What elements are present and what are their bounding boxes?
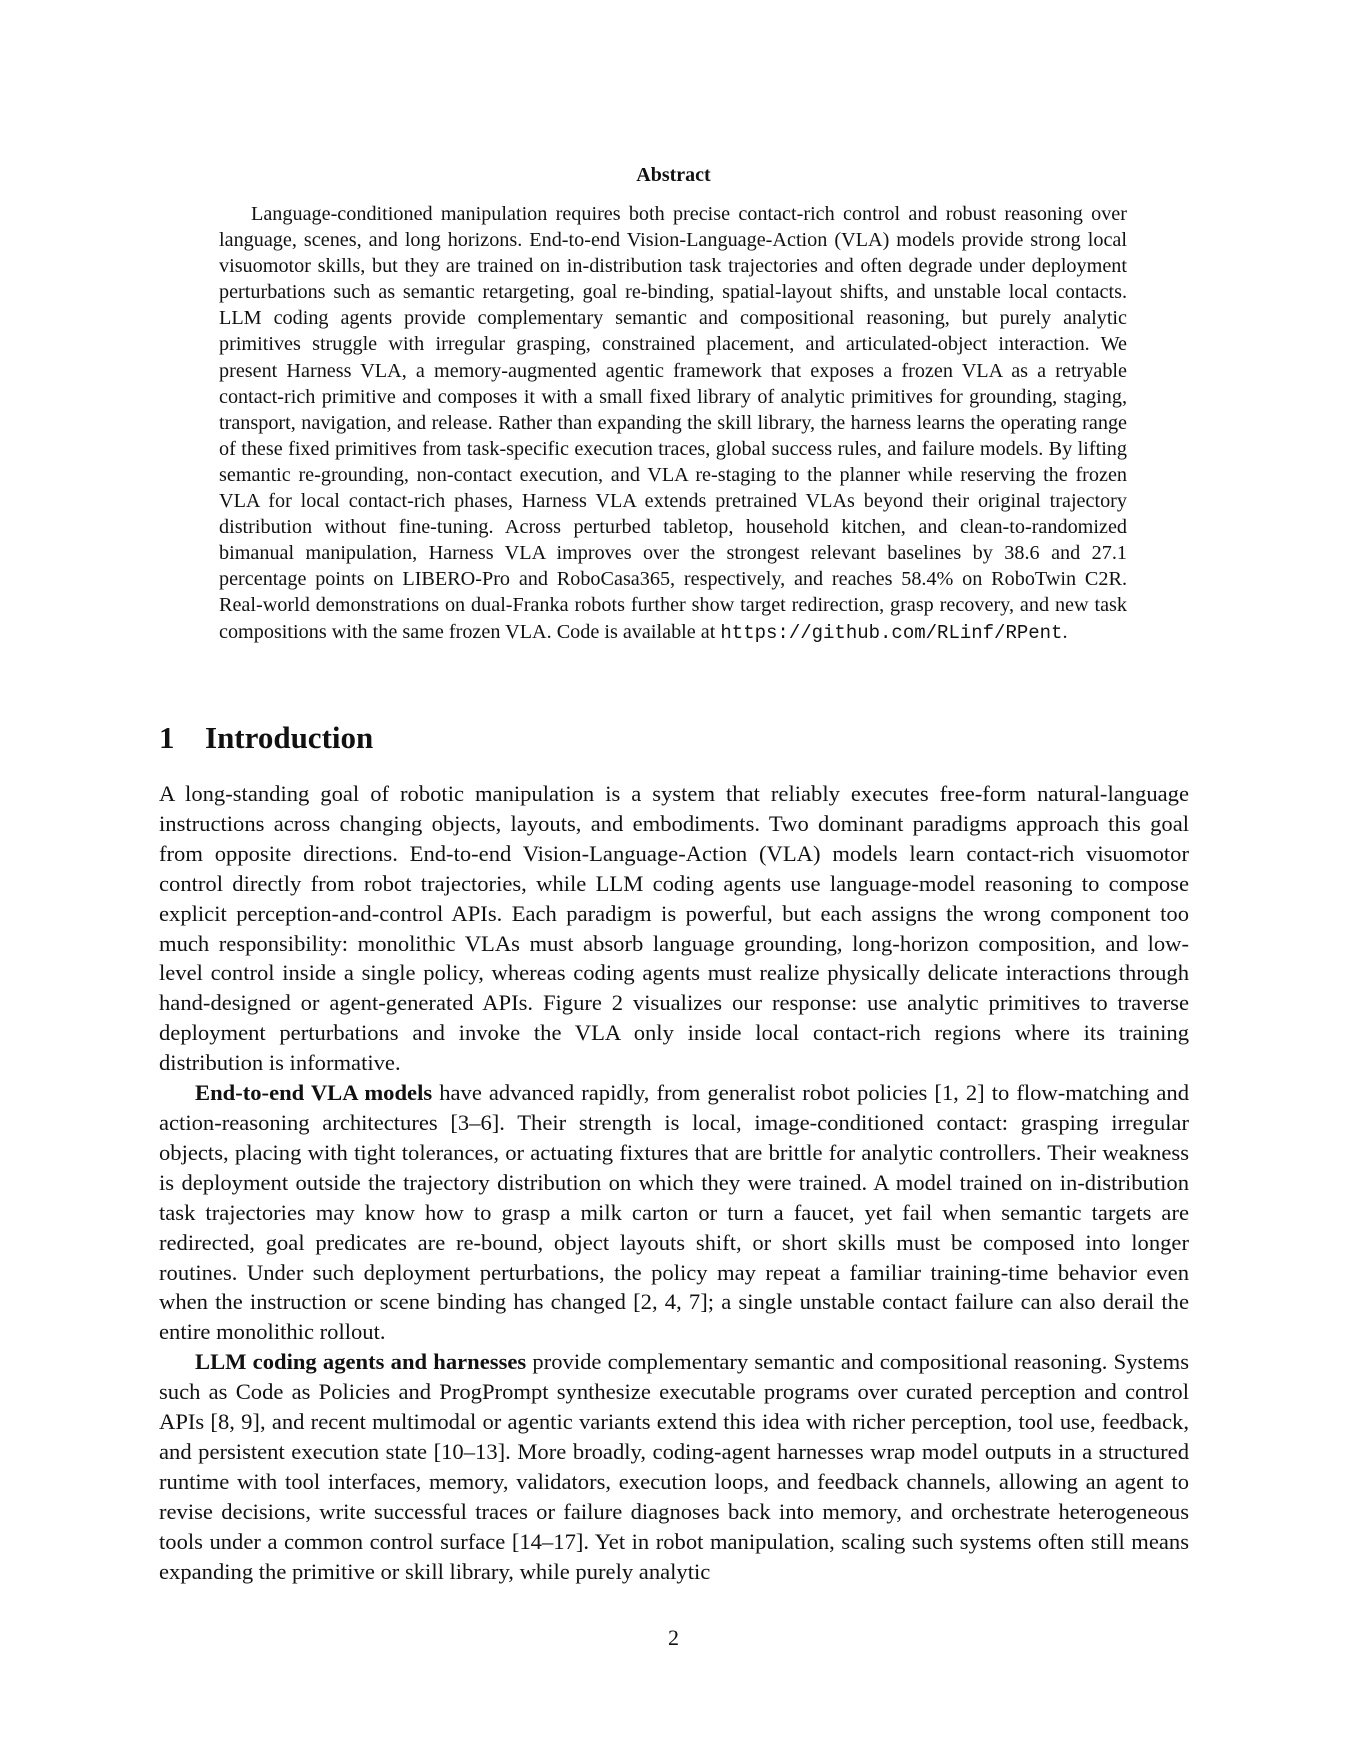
abstract-text-end: .: [1062, 620, 1068, 643]
section-heading: [159, 718, 373, 758]
paragraph-1: [159, 779, 1189, 1078]
section-title: Introduction: [205, 720, 374, 755]
code-url-link[interactable]: https://github.com/RLinf/RPent: [720, 621, 1063, 644]
paragraph-2-text: have advanced rapidly, from generalist robot policies [1, 2] to flow-matching and action-reasoning architectures [3–6]. Their strength is local, image-conditioned contact: grasping irregular objects, placing with tight tolerances, or actuating fixtures that are brittle for analytic controllers. Their weakness is deployment outside the trajectory distribution on which they were trained. A model trained on in-distribution task trajectories may know how to grasp a milk carton or turn a faucet, yet fail when semantic targets are redirected, goal predicates are re-bound, object layouts shift, or short skills must be composed into longer routines. Under such deployment perturbations, the policy may repeat a familiar training-time behavior even when the instruction or scene binding has changed [2, 4, 7]; a single unstable contact failure can also derail the entire monolithic rollout.: [159, 1080, 1190, 1345]
abstract-body: [219, 201, 1127, 646]
section-number: 1: [159, 720, 175, 755]
paragraph-3-lead: LLM coding agents and harnesses: [195, 1349, 527, 1375]
page-number: 2: [668, 1625, 679, 1650]
paragraph-2-lead: End-to-end VLA models: [195, 1080, 433, 1106]
abstract-heading: Abstract: [636, 164, 711, 186]
paragraph-2: [159, 1078, 1189, 1347]
paragraph-3-text: provide complementary semantic and compositional reasoning. Systems such as Code as Policies and ProgPrompt synthesize executable programs over curated perception and control APIs [8, 9], and recent multimodal or agentic variants extend this idea with richer perception, tool use, feedback, and persistent execution state [10–13]. More broadly, coding-agent harnesses wrap model outputs in a structured runtime with tool interfaces, memory, validators, execution loops, and feedback channels, allowing an agent to revise decisions, write successful traces or failure diagnoses back into memory, and orchestrate heterogeneous tools under a common control surface [14–17]. Yet in robot manipulation, scaling such systems often still means expanding the primitive or skill library, while purely analytic: [159, 1349, 1189, 1584]
abstract-text: Language-conditioned manipulation requires both precise contact-rich control and robust reasoning over language, scenes, and long horizons. End-to-end Vision-Language-Action (VLA) models provide strong local visuomotor skills, but they are trained on in-distribution task trajectories and often degrade under deployment perturbations such as semantic retargeting, goal re-binding, spatial-layout shifts, and unstable local contacts. LLM coding agents provide complementary semantic and compositional reasoning, but purely analytic primitives struggle with irregular grasping, constrained placement, and articulated-object interaction. We present Harness VLA, a memory-augmented agentic framework that exposes a frozen VLA as a retryable contact-rich primitive and composes it with a small fixed library of analytic primitives for grounding, staging, transport, navigation, and release. Rather than expanding the skill library, the harness learns the operating range of these fixed primitives from task-specific execution traces, global success rules, and failure models. By lifting semantic re-grounding, non-contact execution, and VLA re-staging to the planner while reserving the frozen VLA for local contact-rich phases, Harness VLA extends pretrained VLAs beyond their original trajectory distribution without fine-tuning. Across perturbed tabletop, household kitchen, and clean-to-randomized bimanual manipulation, Harness VLA improves over the strongest relevant baselines by 38.6 and 27.1 percentage points on LIBERO-Pro and RoboCasa365, respectively, and reaches 58.4% on RoboTwin C2R. Real-world demonstrations on dual-Franka robots further show target redirection, grasp recovery, and new task compositions with the same frozen VLA. Code is available at: [219, 203, 1127, 643]
paragraph-3: [159, 1347, 1189, 1586]
paragraph-1-text: A long-standing goal of robotic manipulation is a system that reliably executes free-form natural-language instructions across changing objects, layouts, and embodiments. Two dominant paradigms approach this goal from opposite directions. End-to-end Vision-Language-Action (VLA) models learn contact-rich visuomotor control directly from robot trajectories, while LLM coding agents use language-model reasoning to compose explicit perception-and-control APIs. Each paradigm is powerful, but each assigns the wrong component too much responsibility: monolithic VLAs must absorb language grounding, long-horizon composition, and low-level control inside a single policy, whereas coding agents must realize physically delicate interactions through hand-designed or agent-generated APIs. Figure 2 visualizes our response: use analytic primitives to traverse deployment perturbations and invoke the VLA only inside local contact-rich regions where its training distribution is informative.: [159, 781, 1189, 1076]
section-body: [159, 779, 1189, 1586]
